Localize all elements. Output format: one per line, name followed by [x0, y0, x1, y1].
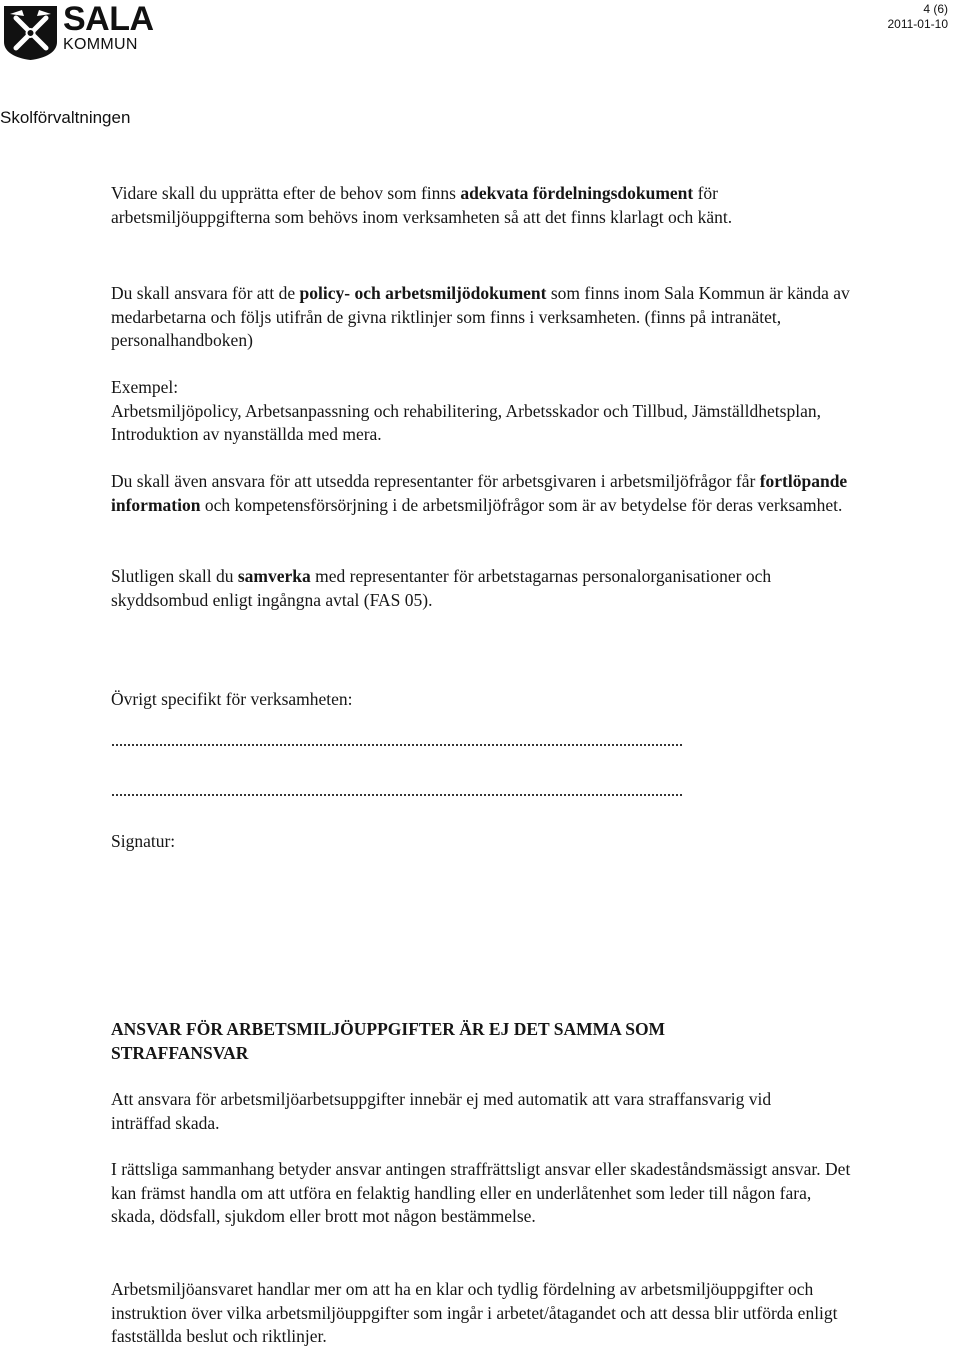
logo-text — [63, 2, 154, 53]
logo-name: SALA — [63, 0, 154, 38]
department-name: Skolförvaltningen — [0, 108, 131, 127]
section-heading: ANSVAR FÖR ARBETSMILJÖUPPGIFTER ÄR EJ DET SAMMA SOM STRAFFANSVAR — [111, 1019, 666, 1063]
examples-text: Arbetsmiljöpolicy, Arbetsanpassning och rehabilitering, Arbetsskador och Tillbud, Jämställdhetsplan, Introduktion av nyanställda med mera. — [111, 400, 821, 444]
p4-text-a: Du skall även ansvara för att utsedda representanter för arbetsgivaren i arbetsmiljöfrågor får — [111, 471, 760, 491]
p2-emphasis: policy- och arbetsmiljödokument — [299, 283, 547, 303]
page-number: 4 (6) — [923, 2, 948, 16]
p4-text-c: och kompetensförsörjning i de arbetsmiljöfrågor som är av betydelse för deras verksamhet. — [200, 494, 843, 515]
paragraph-representatives — [111, 470, 851, 517]
p1-emphasis: adekvata fördelningsdokument — [460, 183, 694, 203]
p1-text-a: Vidare skall du upprätta efter de behov som finns — [111, 183, 461, 203]
paragraph-work-environment-responsibility: Arbetsmiljöansvaret handlar mer om att ha en klar och tydlig fördelning av arbetsmiljöuppgifter och instruktion över vilka arbetsmiljöuppgifter som ingår i arbetet/åtagandet och att dessa blir utförda enligt fastställda beslut och riktlinjer. — [111, 1279, 838, 1346]
paragraph-no-automatic-liability: Att ansvara för arbetsmiljöarbetsuppgifter innebär ej med automatik att vara straffansvarig vid inträffad skada. — [111, 1089, 772, 1133]
p4-emphasis: fortlöpande information — [111, 471, 848, 515]
sala-emblem-icon — [2, 4, 59, 60]
paragraph-examples — [111, 376, 851, 447]
p1-text-c: för arbetsmiljöuppgifterna som behövs inom verksamheten så att det finns klarlagt och känt. — [111, 183, 733, 227]
paragraph-legal-context: I rättsliga sammanhang betyder ansvar antingen straffrättsligt ansvar eller skadeståndsmässigt ansvar. Det kan främst handla om att utföra en felaktig handling eller en underlåtenhet som leder till någon fara, skada, dödsfall, sjukdom eller brott mot någon bestämmelse. — [111, 1159, 851, 1226]
p2-text-c: som finns inom Sala Kommun är kända av medarbetarna och följs utifrån de givna riktlinjer som finns i verksamheten. (finns på intranätet, personalhandboken) — [111, 283, 850, 350]
examples-label: Exempel: — [111, 377, 179, 397]
logo-subtitle: KOMMUN — [63, 36, 138, 53]
municipality-logo — [2, 0, 154, 60]
fill-in-line-1 — [112, 744, 682, 746]
p5-text-a: Slutligen skall du — [111, 566, 238, 586]
p5-text-c: med representanter för arbetstagarnas personalorganisationer och skyddsombud enligt ingångna avtal (FAS 05). — [111, 566, 772, 610]
fill-in-line-2 — [112, 794, 682, 796]
p5-emphasis: samverka — [237, 566, 311, 586]
paragraph-cooperation — [111, 565, 851, 612]
document-date: 2011-01-10 — [887, 17, 948, 31]
paragraph-distribution-documents — [111, 182, 851, 229]
other-specifics-label: Övrigt specifikt för verksamheten: — [111, 689, 353, 709]
signature-label: Signatur: — [111, 831, 176, 851]
p2-text-a: Du skall ansvara för att de — [111, 283, 300, 303]
paragraph-policy-documents — [111, 282, 851, 353]
page-meta — [888, 2, 949, 32]
